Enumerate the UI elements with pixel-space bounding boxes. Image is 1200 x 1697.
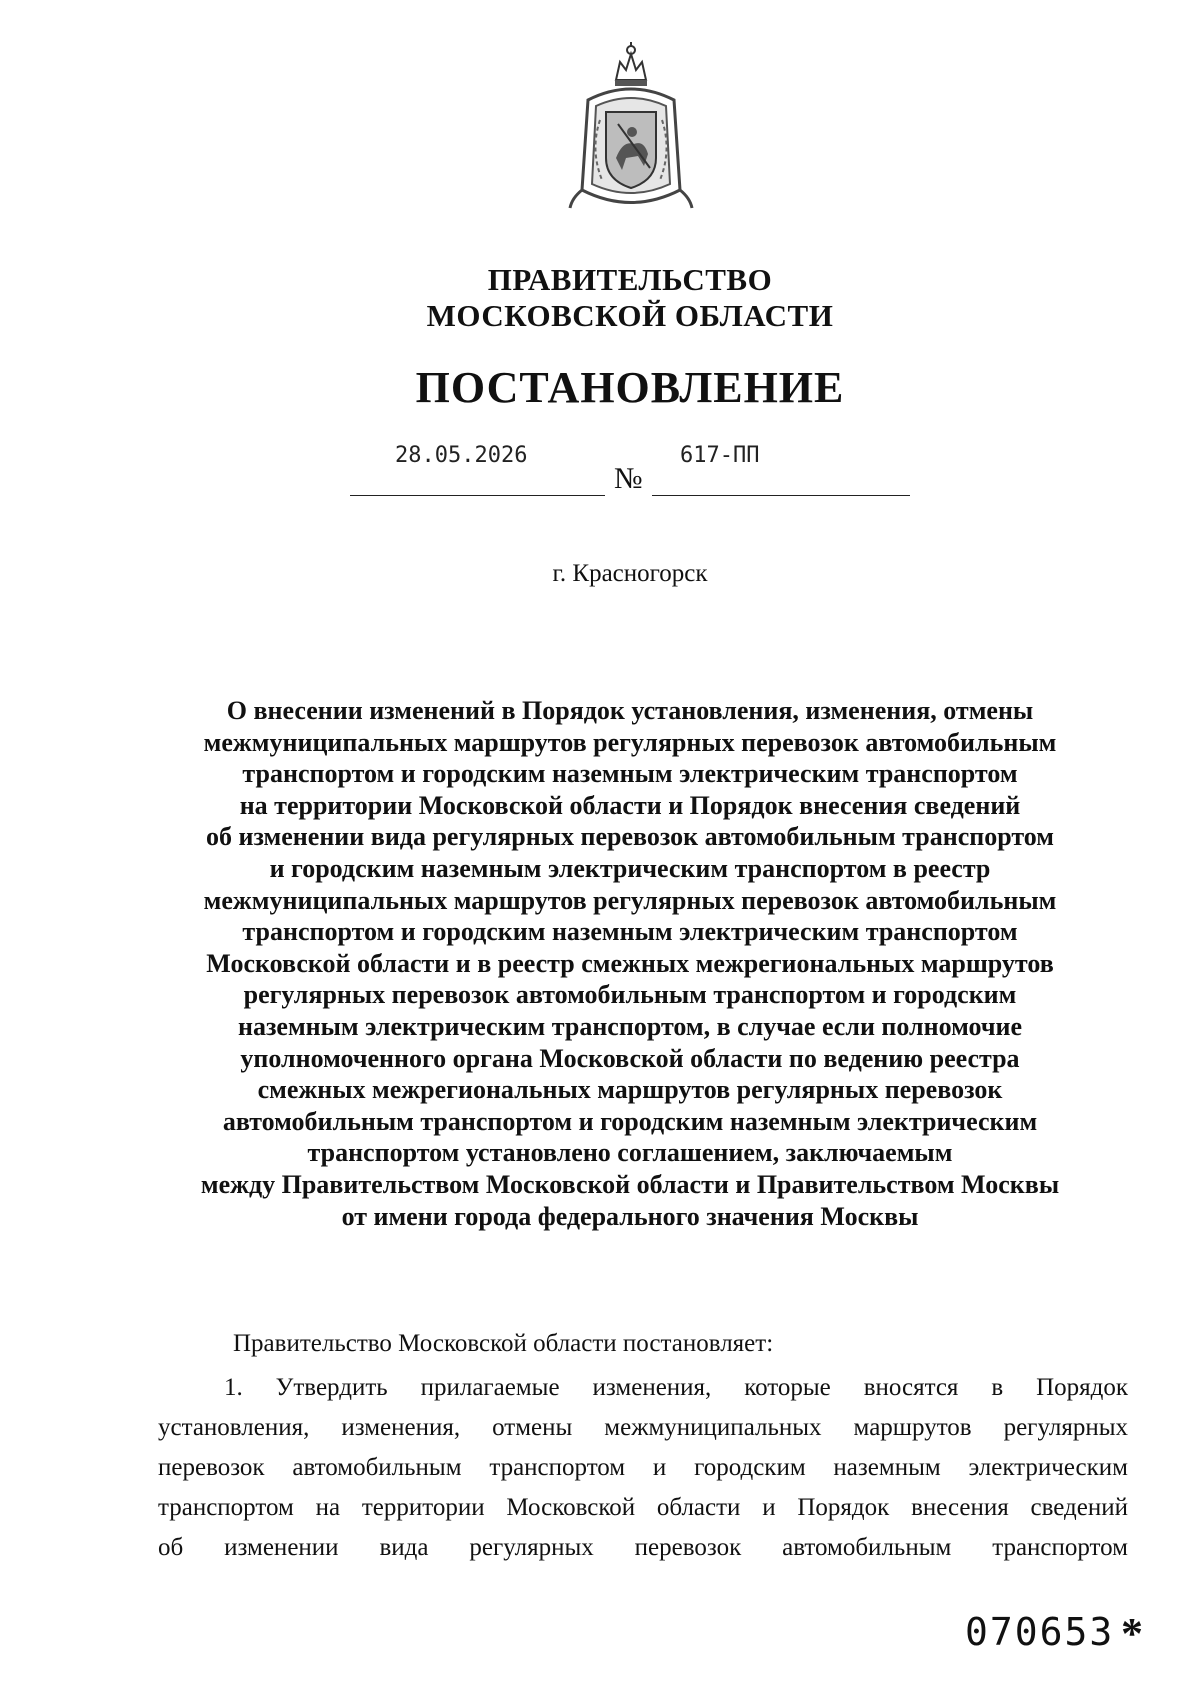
paragraph-1 [158,1368,1128,1568]
title-line: наземным электрическим транспортом, в случае если полномочие [237,1011,1023,1041]
title-line: от имени города федерального значения Москвы [341,1201,919,1231]
paragraph-line: 1. Утвердить прилагаемые изменения, которые вносятся в Порядок [224,1374,1128,1401]
title-line: автомобильным транспортом и городским наземным электрическим [222,1106,1038,1136]
number-sign: № [614,462,643,495]
title-line: уполномоченного органа Московской области по ведению реестра [240,1043,1020,1073]
title-line: регулярных перевозок автомобильным транспортом и городским [243,980,1017,1010]
asterisk-mark: * [1121,1609,1143,1658]
document-type: ПОСТАНОВЛЕНИЕ [415,363,845,412]
paragraph-line: об изменении вида регулярных перевозок автомобильным транспортом [158,1534,1128,1561]
paragraph-line: перевозок автомобильным транспортом и городским наземным электрическим [158,1454,1128,1481]
title-line: на территории Московской области и Порядок внесения сведений [239,790,1021,820]
title-line: транспортом и городским наземным электрическим транспортом [242,917,1018,947]
city: г. Красногорск [552,560,708,587]
title-line: межмуниципальных маршрутов регулярных перевозок автомобильным [203,727,1057,757]
title-line: между Правительством Московской области и Правительством Москвы [200,1169,1060,1199]
paragraph-line: установления, изменения, отмены межмуниципальных маршрутов регулярных [158,1414,1128,1441]
title-line: смежных межрегиональных маршрутов регулярных перевозок [257,1075,1003,1105]
title-line: транспортом установлено соглашением, заключаемым [307,1138,953,1168]
document-title [150,695,1110,1232]
title-line: Московской области и в реестр смежных межрегиональных маршрутов [206,948,1054,978]
title-line: О внесении изменений в Порядок установления, изменения, отмены [226,696,1034,725]
form-serial-number: 070653 [965,1610,1115,1654]
document-number: 617-ПП [680,443,760,468]
coat-of-arms-icon [568,40,694,210]
title-line: межмуниципальных маршрутов регулярных перевозок автомобильным [203,885,1057,915]
organization-name-line2: МОСКОВСКОЙ ОБЛАСТИ [426,298,834,333]
title-line: и городским наземным электрическим транспортом в реестр [269,853,991,883]
title-line: транспортом и городским наземным электрическим транспортом [242,759,1018,789]
organization-name-line1: ПРАВИТЕЛЬСТВО [487,262,773,297]
number-underline [652,495,910,496]
date-underline [350,495,605,496]
document-date: 28.05.2026 [395,443,528,468]
title-line: об изменении вида регулярных перевозок автомобильным транспортом [206,822,1054,852]
resolution-intro: Правительство Московской области постановляет: [233,1330,774,1357]
paragraph-line: транспортом на территории Московской области и Порядок внесения сведений [158,1494,1128,1521]
